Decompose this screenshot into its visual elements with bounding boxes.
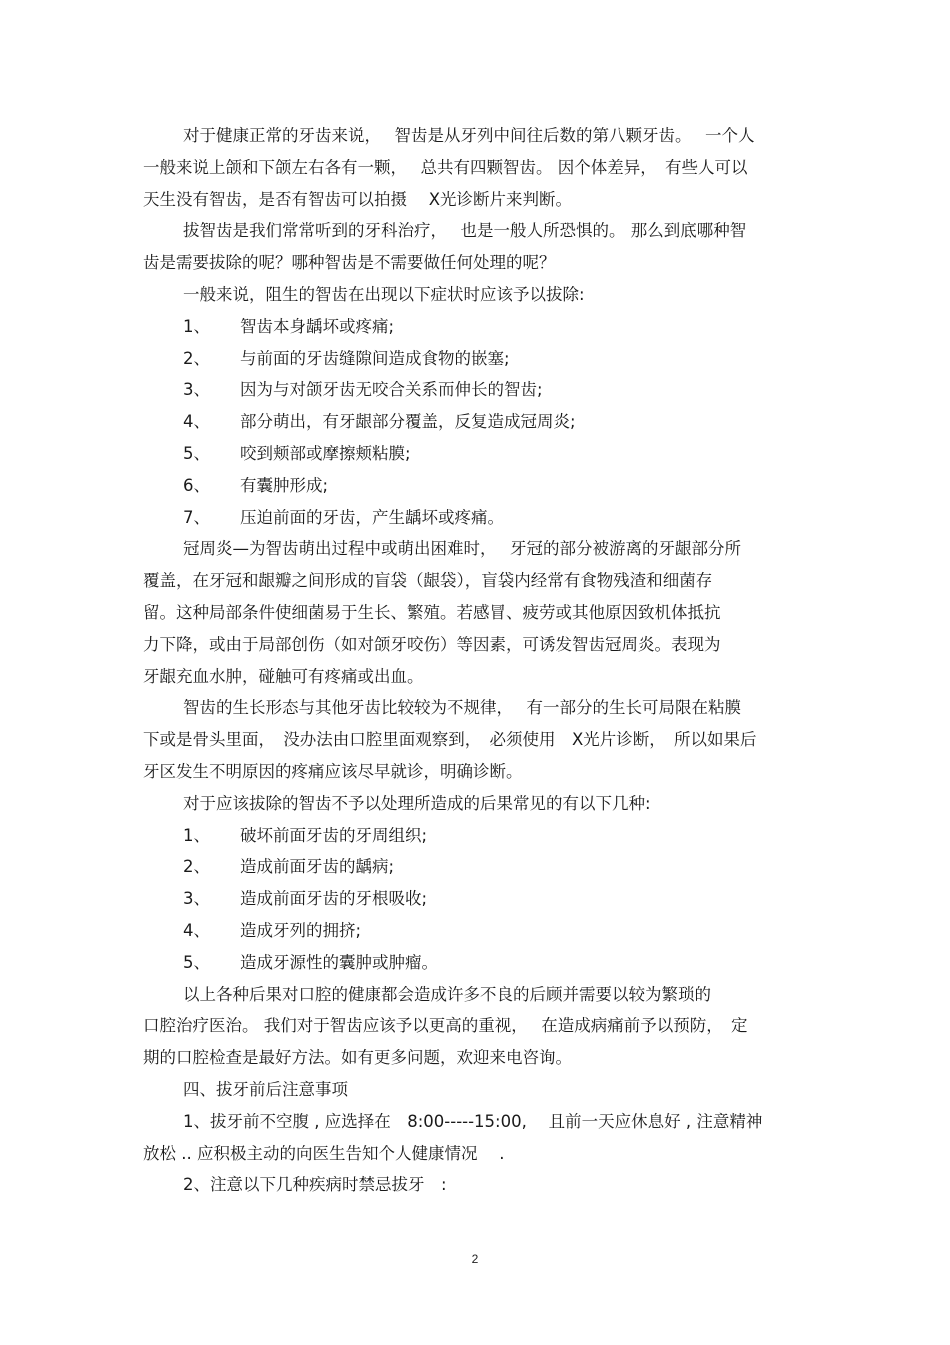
list-item-text: 造成牙列的拥挤; bbox=[240, 920, 362, 940]
list-item-number: 7、 bbox=[183, 507, 210, 527]
list-item-number: 2、 bbox=[183, 348, 210, 368]
list-item-text: 压迫前面的牙齿，产生龋坏或疼痛。 bbox=[240, 507, 504, 527]
list-item-text: 有囊肿形成; bbox=[240, 475, 329, 495]
list-item-number: 5、 bbox=[183, 443, 210, 463]
text-line: 对于健康正常的牙齿来说， 智齿是从牙列中间往后数的第八颗牙齿。 一个人 bbox=[183, 126, 755, 145]
page-number: 2 bbox=[471, 1252, 479, 1266]
list-item-number: 2、 bbox=[183, 857, 210, 877]
list-item bbox=[143, 947, 808, 979]
list-item bbox=[143, 470, 808, 502]
text-line: 拔智齿是我们常常听到的牙科治疗， 也是一般人所恐惧的。 那么到底哪种智 bbox=[183, 221, 747, 241]
list-item-number: 4、 bbox=[183, 412, 210, 432]
text-line: 2、注意以下几种疾病时禁忌拔牙 : bbox=[183, 1175, 447, 1195]
list-item bbox=[143, 374, 808, 406]
list-item-number: 4、 bbox=[183, 920, 210, 940]
text-line: 下或是骨头里面， 没办法由口腔里面观察到， 必须使用 X光片诊断， 所以如果后 bbox=[143, 730, 757, 750]
text-line: 一般来说上颌和下颌左右各有一颗， 总共有四颗智齿。 因个体差异， 有些人可以 bbox=[143, 157, 748, 177]
list-item bbox=[143, 406, 808, 438]
list-item-text: 造成前面牙齿的牙根吸收; bbox=[240, 889, 428, 909]
text-line: 力下降，或由于局部创伤（如对颌牙咬伤）等因素，可诱发智齿冠周炎。表现为 bbox=[143, 634, 721, 654]
text-line: 牙龈充血水肿，碰触可有疼痛或出血。 bbox=[143, 666, 424, 686]
list-item-number: 5、 bbox=[183, 952, 210, 972]
text-line: 一般来说，阻生的智齿在出现以下症状时应该予以拔除: bbox=[183, 284, 585, 304]
list-item bbox=[143, 851, 808, 883]
text-line: 天生没有智齿，是否有智齿可以拍摄 X光诊断片来判断。 bbox=[143, 189, 573, 209]
list-item bbox=[143, 820, 808, 852]
list-item-number: 1、 bbox=[183, 825, 210, 845]
text-line: 覆盖，在牙冠和龈瓣之间形成的盲袋（龈袋），盲袋内经常有食物残渣和细菌存 bbox=[143, 571, 713, 591]
list-item-text: 智齿本身龋坏或疼痛; bbox=[240, 316, 395, 336]
list-item-text: 破坏前面牙齿的牙周组织; bbox=[240, 825, 428, 845]
text-line: 放松 .. 应积极主动的向医生告知个人健康情况 . bbox=[143, 1143, 505, 1163]
list-item-text: 造成牙源性的囊肿或肿瘤。 bbox=[240, 952, 438, 972]
list-item-text: 咬到颊部或摩擦颊粘膜; bbox=[240, 443, 411, 463]
text-line: 口腔治疗医治。 我们对于智齿应该予以更高的重视， 在造成病痛前予以预防， 定 bbox=[143, 1016, 748, 1036]
text-line: 以上各种后果对口腔的健康都会造成许多不良的后顾并需要以较为繁琐的 bbox=[183, 984, 711, 1004]
list-item-number: 6、 bbox=[183, 475, 210, 495]
list-item-text: 部分萌出，有牙龈部分覆盖，反复造成冠周炎; bbox=[240, 412, 576, 432]
text-line: 齿是需要拔除的呢？哪种智齿是不需要做任何处理的呢？ bbox=[143, 253, 556, 273]
text-line: 留。这种局部条件使细菌易于生长、繁殖。若感冒、疲劳或其他原因致机体抵抗 bbox=[143, 602, 721, 622]
list-item bbox=[143, 883, 808, 915]
text-line: 期的口腔检查是最好方法。如有更多问题，欢迎来电咨询。 bbox=[143, 1048, 572, 1068]
list-item-number: 3、 bbox=[183, 380, 210, 400]
list-item bbox=[143, 311, 808, 343]
list-item-text: 与前面的牙齿缝隙间造成食物的嵌塞; bbox=[240, 348, 510, 368]
list-item bbox=[143, 438, 808, 470]
list-item-text: 因为与对颌牙齿无咬合关系而伸长的智齿; bbox=[240, 380, 543, 400]
list-item bbox=[143, 502, 808, 534]
document-body bbox=[143, 120, 808, 1201]
list-item bbox=[143, 915, 808, 947]
text-line: 对于应该拔除的智齿不予以处理所造成的后果常见的有以下几种: bbox=[183, 793, 651, 813]
section-heading: 四、拔牙前后注意事项 bbox=[183, 1079, 348, 1099]
text-line: 智齿的生长形态与其他牙齿比较较为不规律， 有一部分的生长可局限在粘膜 bbox=[183, 698, 741, 718]
list-item bbox=[143, 343, 808, 375]
text-line: 1、拔牙前不空腹 , 应选择在 8:00-----15:00, 且前一天应休息好 , 注意精神 bbox=[183, 1111, 763, 1131]
list-item-number: 1、 bbox=[183, 316, 210, 336]
text-line: 冠周炎—为智齿萌出过程中或萌出困难时， 牙冠的部分被游离的牙龈部分所 bbox=[183, 539, 741, 559]
list-item-text: 造成前面牙齿的龋病; bbox=[240, 857, 395, 877]
list-item-number: 3、 bbox=[183, 889, 210, 909]
text-line: 牙区发生不明原因的疼痛应该尽早就诊，明确诊断。 bbox=[143, 761, 523, 781]
